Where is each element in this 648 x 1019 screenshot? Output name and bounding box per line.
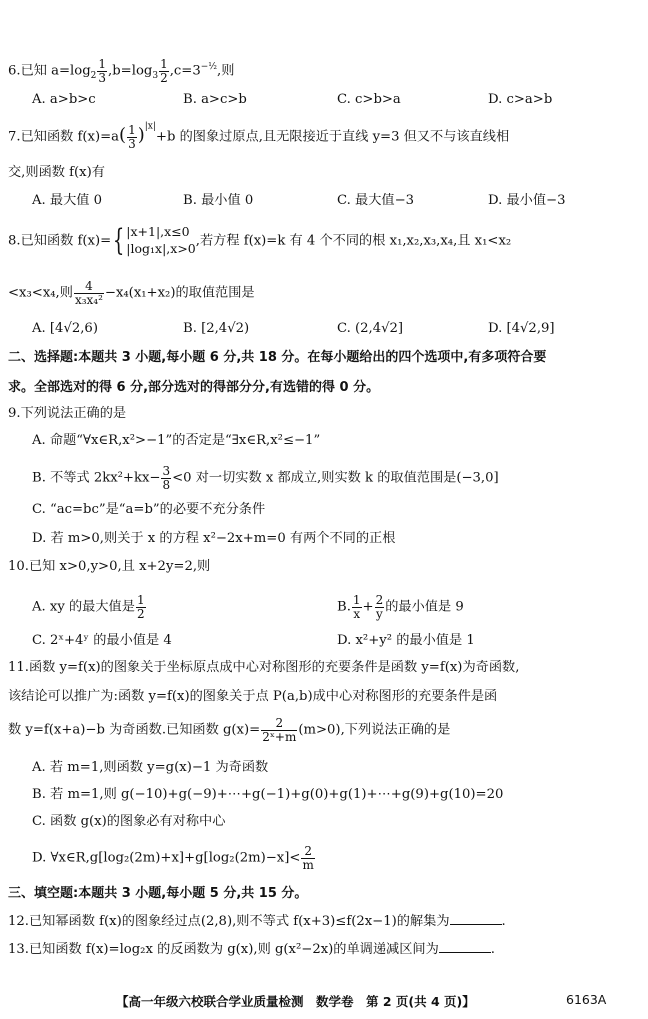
q10-stem: 10.已知 x>0,y>0,且 x+2y=2,则 (8, 559, 211, 574)
section3-heading: 三、填空题:本题共 3 小题,每小题 5 分,共 15 分。 (8, 886, 308, 901)
q7-option-a[interactable]: A. 最大值 0 (32, 193, 103, 208)
q8-frac: $\frac{4}{\text{x₃x₄²}}$ (74, 279, 103, 307)
footer-title: 【高一年级六校联合学业质量检测 数学卷 第 2 页(共 4 页)】 (116, 994, 475, 1009)
q8-brace: { (113, 222, 125, 258)
q7-stem: 7.已知函数 f(x)=a( $\frac{1}{3}$ )$^{|x|}$+b 的图象过原点,且无限接近于直线 y=3 但又不与该直线相 (8, 121, 510, 151)
q11-option-a[interactable]: A. 若 m=1,则函数 y=g(x)−1 为奇函数 (32, 760, 269, 775)
q7-option-d[interactable]: D. 最小值−3 (488, 193, 566, 208)
q11-frac: $\frac{2}{\text{2ˣ+m}}$ (262, 716, 297, 744)
q10-option-c[interactable]: C. 2ˣ+4ʸ 的最小值是 4 (32, 633, 172, 648)
section2-heading-line2: 求。全部选对的得 6 分,部分选对的得部分分,有选错的得 0 分。 (8, 380, 380, 395)
q11-stem-line1: 11.函数 y=f(x)的图象关于坐标原点成中心对称图形的充要条件是函数 y=f(x)为奇函数, (8, 660, 520, 675)
q8-option-d[interactable]: D. [4√2,9] (488, 321, 555, 336)
footer-code: 6163A (566, 992, 607, 1007)
q7-frac: $\frac{1}{3}$ (128, 123, 136, 151)
q6-stem: 6.已知 $a=\log_2$ $\frac{1}{3}$ $,b=\log_3$ $\frac{1}{2}$ $,c=3^{-\frac{1}{2}}$,则 (8, 57, 235, 85)
q8-stem: 8.已知函数 f(x)={ |x+1|,x≤0 |log₁x|,x>0 ,若方程 f(x)=k 有 4 个不同的根 x₁,x₂,x₃,x₄,且 x₁<x₂ (8, 222, 512, 258)
q6-option-d[interactable]: D. c>a>b (488, 92, 553, 107)
q11-stem-line2: 该结论可以推广为:函数 y=f(x)的图象关于点 P(a,b)成中心对称图形的充要条件是函 (8, 689, 498, 704)
q6-option-b[interactable]: B. a>c>b (183, 92, 247, 107)
q7-stem-line2: 交,则函数 f(x)有 (8, 165, 105, 180)
q11-option-b[interactable]: B. 若 m=1,则 g(−10)+g(−9)+⋯+g(−1)+g(0)+g(1)+⋯+g(9)+g(10)=20 (32, 787, 504, 802)
q11-stem-line3: 数 y=f(x+a)−b 为奇函数.已知函数 g(x)= $\frac{2}{\text{2ˣ+m}}$ (m>0),下列说法正确的是 (8, 716, 451, 744)
q9-option-b[interactable]: B. 不等式 2kx²+kx− $\frac{3}{8}$ <0 对一切实数 x 都成立,则实数 k 的取值范围是(−3,0] (32, 464, 499, 492)
q6-frac-b: $\frac{1}{2}$ (160, 57, 168, 85)
q10-option-b[interactable]: B. $\frac{1}{x}$ + $\frac{2}{y}$ 的最小值是 9 (337, 593, 464, 621)
q8-option-b[interactable]: B. [2,4√2) (183, 321, 250, 336)
q13-answer-blank[interactable] (439, 951, 491, 953)
section2-heading: 二、选择题:本题共 3 小题,每小题 6 分,共 18 分。在每小题给出的四个选项中,有多项符合要 (8, 350, 547, 365)
q7-option-b[interactable]: B. 最小值 0 (183, 193, 254, 208)
q6-option-a[interactable]: A. a>b>c (32, 92, 96, 107)
q6-frac-a: $\frac{1}{3}$ (98, 57, 107, 85)
q11-option-d[interactable]: D. ∀x∈R,g[log₂(2m)+x]+g[log₂(2m)−x]< $\frac{2}{m}$ (32, 844, 314, 872)
q11-option-c[interactable]: C. 函数 g(x)的图象必有对称中心 (32, 814, 226, 829)
q10-option-a[interactable]: A. xy 的最大值是 $\frac{1}{2}$ (32, 593, 145, 621)
q10-option-d[interactable]: D. x²+y² 的最小值是 1 (337, 633, 475, 648)
q8-option-a[interactable]: A. [4√2,6) (32, 321, 98, 336)
q7-option-c[interactable]: C. 最大值−3 (337, 193, 415, 208)
q8-stem-line2: <x₃<x₄,则 $\frac{4}{\text{x₃x₄²}}$ −x₄(x₁+x₂)的取值范围是 (8, 279, 255, 307)
q12-stem: 12.已知幂函数 f(x)的图象经过点(2,8),则不等式 f(x+3)≤f(2x−1)的解集为 . (8, 914, 506, 929)
q9-option-a[interactable]: A. 命题“∀x∈R,x²>−1”的否定是“∃x∈R,x²≤−1” (32, 433, 321, 448)
q6-base-a: 2 (90, 71, 97, 82)
q9-stem: 9.下列说法正确的是 (8, 406, 127, 421)
q8-option-c[interactable]: C. (2,4√2] (337, 321, 404, 336)
q9-frac: $\frac{3}{8}$ (162, 464, 171, 492)
q12-answer-blank[interactable] (450, 923, 502, 925)
q9-option-d[interactable]: D. 若 m>0,则关于 x 的方程 x²−2x+m=0 有两个不同的正根 (32, 531, 396, 546)
q6-text: 6.已知 a=log (8, 63, 91, 79)
q8-piecewise: |x+1|,x≤0 |log₁x|,x>0 (126, 224, 196, 256)
q13-stem: 13.已知函数 f(x)=log₂x 的反函数为 g(x),则 g(x²−2x)的单调递减区间为 . (8, 942, 495, 957)
q6-option-c[interactable]: C. c>b>a (337, 92, 401, 107)
q9-option-c[interactable]: C. “ac=bc”是“a=b”的必要不充分条件 (32, 502, 266, 517)
